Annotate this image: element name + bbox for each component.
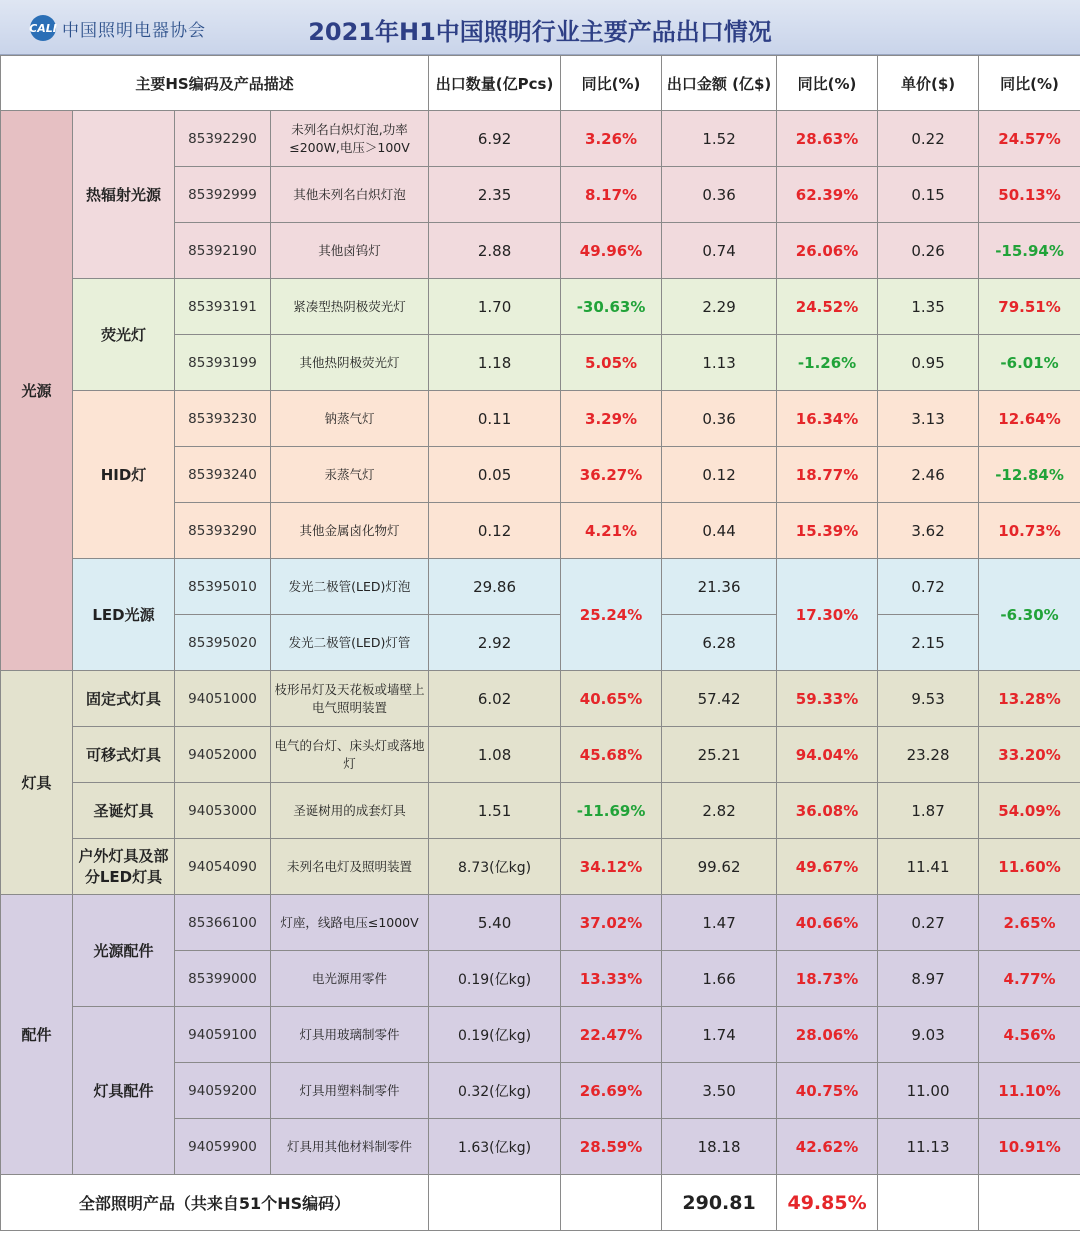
qty-yoy: 49.96% xyxy=(561,223,662,279)
price-yoy: 33.20% xyxy=(979,727,1080,783)
export-amt: 2.82 xyxy=(662,783,777,839)
qty-yoy: -11.69% xyxy=(561,783,662,839)
table-row xyxy=(1,839,1080,895)
led-price-yoy: -6.30% xyxy=(979,559,1080,671)
product-desc: 紧凑型热阴极荧光灯 xyxy=(271,279,429,335)
hs-code: 85392290 xyxy=(175,111,271,167)
amt-yoy: 62.39% xyxy=(777,167,878,223)
product-desc: 灯具用其他材料制零件 xyxy=(271,1119,429,1175)
price-yoy: -12.84% xyxy=(979,447,1080,503)
export-qty: 0.19(亿kg) xyxy=(429,1007,561,1063)
subcategory-thermal: 热辐射光源 xyxy=(73,111,175,279)
price-yoy: 54.09% xyxy=(979,783,1080,839)
export-qty: 0.19(亿kg) xyxy=(429,951,561,1007)
qty-yoy: 13.33% xyxy=(561,951,662,1007)
header-qty: 出口数量(亿Pcs) xyxy=(429,56,561,111)
unit-price: 0.26 xyxy=(878,223,979,279)
export-qty: 1.08 xyxy=(429,727,561,783)
table-row xyxy=(1,111,1080,167)
hs-code: 94051000 xyxy=(175,671,271,727)
table-row xyxy=(1,895,1080,951)
price-yoy: 50.13% xyxy=(979,167,1080,223)
product-desc: 电气的台灯、床头灯或落地灯 xyxy=(271,727,429,783)
price-yoy: 79.51% xyxy=(979,279,1080,335)
export-amt: 18.18 xyxy=(662,1119,777,1175)
unit-price: 0.27 xyxy=(878,895,979,951)
hs-code: 94059100 xyxy=(175,1007,271,1063)
price-yoy: 13.28% xyxy=(979,671,1080,727)
amt-yoy: 18.73% xyxy=(777,951,878,1007)
qty-yoy: -30.63% xyxy=(561,279,662,335)
qty-yoy: 26.69% xyxy=(561,1063,662,1119)
page-title: 2021年H1中国照明行业主要产品出口情况 xyxy=(308,18,772,46)
title-bar xyxy=(0,0,1080,55)
export-qty: 0.05 xyxy=(429,447,561,503)
amt-yoy: 15.39% xyxy=(777,503,878,559)
hs-code: 85393191 xyxy=(175,279,271,335)
product-desc: 发光二极管(LED)灯泡 xyxy=(271,559,429,615)
export-qty: 0.32(亿kg) xyxy=(429,1063,561,1119)
amt-yoy: -1.26% xyxy=(777,335,878,391)
hs-code: 85392190 xyxy=(175,223,271,279)
export-amt: 57.42 xyxy=(662,671,777,727)
header-hs: 主要HS编码及产品描述 xyxy=(1,56,429,111)
product-desc: 汞蒸气灯 xyxy=(271,447,429,503)
amt-yoy: 42.62% xyxy=(777,1119,878,1175)
header-amt: 出口金额 (亿$) xyxy=(662,56,777,111)
subcategory-led: LED光源 xyxy=(73,559,175,671)
qty-yoy: 45.68% xyxy=(561,727,662,783)
export-qty: 5.40 xyxy=(429,895,561,951)
category-fixtures: 灯具 xyxy=(1,671,73,895)
unit-price: 9.03 xyxy=(878,1007,979,1063)
product-desc: 电光源用零件 xyxy=(271,951,429,1007)
export-amt: 1.52 xyxy=(662,111,777,167)
unit-price: 11.13 xyxy=(878,1119,979,1175)
hs-code: 85366100 xyxy=(175,895,271,951)
hs-code: 85393199 xyxy=(175,335,271,391)
export-qty: 2.88 xyxy=(429,223,561,279)
qty-yoy: 8.17% xyxy=(561,167,662,223)
unit-price: 1.87 xyxy=(878,783,979,839)
price-yoy: 11.10% xyxy=(979,1063,1080,1119)
qty-yoy: 28.59% xyxy=(561,1119,662,1175)
product-desc: 未列名白炽灯泡,功率≤200W,电压＞100V xyxy=(271,111,429,167)
product-desc: 未列名电灯及照明装置 xyxy=(271,839,429,895)
export-amt: 6.28 xyxy=(662,615,777,671)
unit-price: 0.22 xyxy=(878,111,979,167)
export-amt: 0.74 xyxy=(662,223,777,279)
qty-yoy: 22.47% xyxy=(561,1007,662,1063)
hs-code: 85395010 xyxy=(175,559,271,615)
hs-code: 94059200 xyxy=(175,1063,271,1119)
subcategory-fixed: 固定式灯具 xyxy=(73,671,175,727)
price-yoy: 4.77% xyxy=(979,951,1080,1007)
product-desc: 发光二极管(LED)灯管 xyxy=(271,615,429,671)
product-desc: 枝形吊灯及天花板或墙壁上电气照明装置 xyxy=(271,671,429,727)
price-yoy: 10.91% xyxy=(979,1119,1080,1175)
table-row xyxy=(1,1007,1080,1063)
export-qty: 6.02 xyxy=(429,671,561,727)
hs-code: 85393240 xyxy=(175,447,271,503)
product-desc: 灯具用玻璃制零件 xyxy=(271,1007,429,1063)
export-qty: 1.70 xyxy=(429,279,561,335)
unit-price: 11.00 xyxy=(878,1063,979,1119)
export-amt: 1.74 xyxy=(662,1007,777,1063)
export-qty: 1.63(亿kg) xyxy=(429,1119,561,1175)
hs-code: 94054090 xyxy=(175,839,271,895)
header-price-yoy: 同比(%) xyxy=(979,56,1080,111)
amt-yoy: 24.52% xyxy=(777,279,878,335)
subcategory-portable: 可移式灯具 xyxy=(73,727,175,783)
product-desc: 其他热阴极荧光灯 xyxy=(271,335,429,391)
logo-text: 中国照明电器协会 xyxy=(62,20,206,41)
amt-yoy: 94.04% xyxy=(777,727,878,783)
table-row xyxy=(1,727,1080,783)
table-row xyxy=(1,559,1080,615)
hs-code: 94052000 xyxy=(175,727,271,783)
table-row xyxy=(1,671,1080,727)
amt-yoy: 18.77% xyxy=(777,447,878,503)
export-amt: 99.62 xyxy=(662,839,777,895)
product-desc: 其他金属卤化物灯 xyxy=(271,503,429,559)
amt-yoy: 40.66% xyxy=(777,895,878,951)
export-amt: 0.44 xyxy=(662,503,777,559)
price-yoy: -15.94% xyxy=(979,223,1080,279)
export-amt: 0.36 xyxy=(662,391,777,447)
export-table xyxy=(0,55,1080,1231)
export-amt: 1.66 xyxy=(662,951,777,1007)
unit-price: 0.95 xyxy=(878,335,979,391)
table-row xyxy=(1,279,1080,335)
export-amt: 1.13 xyxy=(662,335,777,391)
export-qty: 0.11 xyxy=(429,391,561,447)
header-price: 单价($) xyxy=(878,56,979,111)
subcategory-source-parts: 光源配件 xyxy=(73,895,175,1007)
export-amt: 21.36 xyxy=(662,559,777,615)
total-price-yoy xyxy=(979,1175,1080,1231)
unit-price: 3.62 xyxy=(878,503,979,559)
amt-yoy: 36.08% xyxy=(777,783,878,839)
unit-price: 0.72 xyxy=(878,559,979,615)
export-qty: 2.35 xyxy=(429,167,561,223)
export-amt: 0.36 xyxy=(662,167,777,223)
price-yoy: 12.64% xyxy=(979,391,1080,447)
amt-yoy: 28.63% xyxy=(777,111,878,167)
export-amt: 25.21 xyxy=(662,727,777,783)
amt-yoy: 40.75% xyxy=(777,1063,878,1119)
export-amt: 0.12 xyxy=(662,447,777,503)
export-qty: 2.92 xyxy=(429,615,561,671)
price-yoy: 10.73% xyxy=(979,503,1080,559)
subcategory-christmas: 圣诞灯具 xyxy=(73,783,175,839)
export-amt: 2.29 xyxy=(662,279,777,335)
hs-code: 85399000 xyxy=(175,951,271,1007)
qty-yoy: 34.12% xyxy=(561,839,662,895)
total-amt-yoy: 49.85% xyxy=(777,1175,878,1231)
amt-yoy: 16.34% xyxy=(777,391,878,447)
unit-price: 23.28 xyxy=(878,727,979,783)
unit-price: 9.53 xyxy=(878,671,979,727)
total-amt: 290.81 xyxy=(662,1175,777,1231)
total-row xyxy=(1,1175,1080,1231)
unit-price: 0.15 xyxy=(878,167,979,223)
logo-mark: CALI xyxy=(30,15,56,41)
unit-price: 11.41 xyxy=(878,839,979,895)
qty-yoy: 37.02% xyxy=(561,895,662,951)
total-qty-yoy xyxy=(561,1175,662,1231)
header-amt-yoy: 同比(%) xyxy=(777,56,878,111)
qty-yoy: 40.65% xyxy=(561,671,662,727)
unit-price: 8.97 xyxy=(878,951,979,1007)
category-accessories: 配件 xyxy=(1,895,73,1175)
amt-yoy: 28.06% xyxy=(777,1007,878,1063)
total-qty xyxy=(429,1175,561,1231)
association-logo xyxy=(30,14,206,42)
product-desc: 其他卤钨灯 xyxy=(271,223,429,279)
header-row xyxy=(1,56,1080,111)
unit-price: 1.35 xyxy=(878,279,979,335)
led-qty-yoy: 25.24% xyxy=(561,559,662,671)
table-row xyxy=(1,783,1080,839)
export-qty: 29.86 xyxy=(429,559,561,615)
led-amt-yoy: 17.30% xyxy=(777,559,878,671)
export-qty: 0.12 xyxy=(429,503,561,559)
table-row xyxy=(1,391,1080,447)
amt-yoy: 26.06% xyxy=(777,223,878,279)
export-qty: 1.18 xyxy=(429,335,561,391)
product-desc: 钠蒸气灯 xyxy=(271,391,429,447)
product-desc: 其他未列名白炽灯泡 xyxy=(271,167,429,223)
amt-yoy: 59.33% xyxy=(777,671,878,727)
price-yoy: 2.65% xyxy=(979,895,1080,951)
product-desc: 圣诞树用的成套灯具 xyxy=(271,783,429,839)
price-yoy: 24.57% xyxy=(979,111,1080,167)
subcategory-fixture-parts: 灯具配件 xyxy=(73,1007,175,1175)
subcategory-outdoor: 户外灯具及部分LED灯具 xyxy=(73,839,175,895)
qty-yoy: 36.27% xyxy=(561,447,662,503)
qty-yoy: 5.05% xyxy=(561,335,662,391)
product-desc: 灯座，线路电压≤1000V xyxy=(271,895,429,951)
unit-price: 3.13 xyxy=(878,391,979,447)
total-price xyxy=(878,1175,979,1231)
qty-yoy: 3.29% xyxy=(561,391,662,447)
export-amt: 3.50 xyxy=(662,1063,777,1119)
export-qty: 6.92 xyxy=(429,111,561,167)
qty-yoy: 3.26% xyxy=(561,111,662,167)
hs-code: 94059900 xyxy=(175,1119,271,1175)
total-label: 全部照明产品（共来自51个HS编码） xyxy=(1,1175,429,1231)
price-yoy: 4.56% xyxy=(979,1007,1080,1063)
price-yoy: 11.60% xyxy=(979,839,1080,895)
hs-code: 85393230 xyxy=(175,391,271,447)
export-amt: 1.47 xyxy=(662,895,777,951)
price-yoy: -6.01% xyxy=(979,335,1080,391)
product-desc: 灯具用塑料制零件 xyxy=(271,1063,429,1119)
hs-code: 85392999 xyxy=(175,167,271,223)
unit-price: 2.46 xyxy=(878,447,979,503)
header-qty-yoy: 同比(%) xyxy=(561,56,662,111)
qty-yoy: 4.21% xyxy=(561,503,662,559)
subcategory-fluorescent: 荧光灯 xyxy=(73,279,175,391)
export-qty: 1.51 xyxy=(429,783,561,839)
unit-price: 2.15 xyxy=(878,615,979,671)
amt-yoy: 49.67% xyxy=(777,839,878,895)
hs-code: 94053000 xyxy=(175,783,271,839)
hs-code: 85393290 xyxy=(175,503,271,559)
hs-code: 85395020 xyxy=(175,615,271,671)
subcategory-hid: HID灯 xyxy=(73,391,175,559)
category-light-source: 光源 xyxy=(1,111,73,671)
export-qty: 8.73(亿kg) xyxy=(429,839,561,895)
